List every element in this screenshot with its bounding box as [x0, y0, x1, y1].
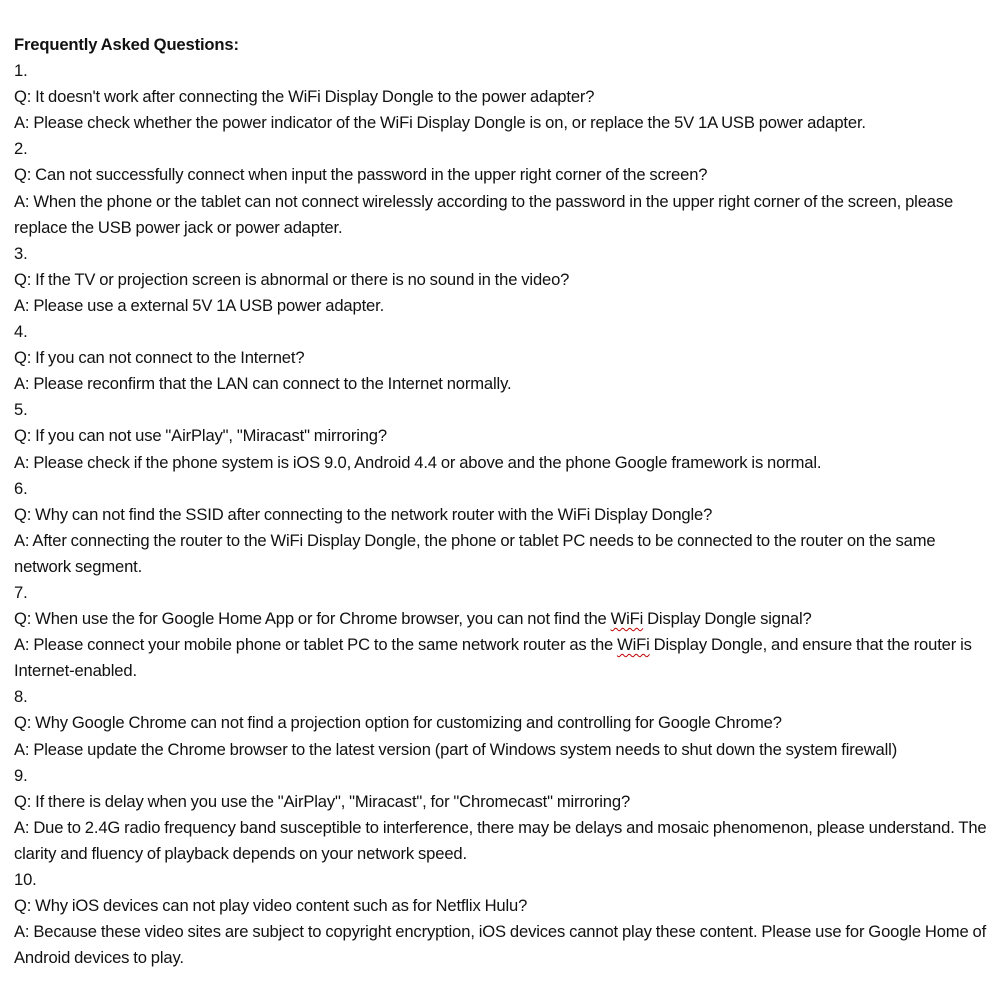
faq-question: Q: If there is delay when you use the "AirPlay", "Miracast", for "Chromecast" mirroring?: [14, 791, 631, 811]
faq-question: Q: Can not successfully connect when input the password in the upper right corner of the screen?: [14, 165, 708, 185]
faq-answer: A: When the phone or the tablet can not connect wirelessly according to the password in the upper right corner of the screen, please replace the USB power jack or power adapter.: [14, 191, 954, 237]
faq-question: [14, 606, 990, 632]
faq-number: 9.: [14, 765, 28, 785]
faq-answer: A: Please use a external 5V 1A USB power adapter.: [14, 295, 385, 315]
faq-question: Q: If you can not use "AirPlay", "Miracast" mirroring?: [14, 426, 387, 446]
faq-question: Q: If you can not connect to the Internet?: [14, 348, 305, 368]
faq-question-text: Display Dongle signal?: [643, 609, 812, 629]
faq-number: 10.: [14, 870, 37, 889]
faq-answer: A: Please reconfirm that the LAN can connect to the Internet normally.: [14, 374, 512, 394]
faq-answer: A: After connecting the router to the WiFi Display Dongle, the phone or tablet PC needs to be connected to the router on the same network segment.: [14, 530, 936, 576]
faq-question: Q: Why Google Chrome can not find a projection option for customizing and controlling for Google Chrome?: [14, 713, 782, 733]
faq-answer: [14, 632, 990, 684]
faq-question-text: Q: When use the for Google Home App or for Chrome browser, you can not find the: [14, 609, 611, 629]
faq-answer: A: Please check if the phone system is iOS 9.0, Android 4.4 or above and the phone Google framework is normal.: [14, 452, 822, 472]
faq-item-9: [14, 763, 990, 867]
faq-number: 1.: [14, 61, 28, 81]
faq-number: 7.: [14, 582, 28, 602]
faq-title: Frequently Asked Questions:: [14, 35, 239, 54]
faq-item-4: [14, 319, 990, 397]
faq-answer-text: Display Dongle, and ensure that the router is Internet-enabled.: [14, 635, 972, 681]
faq-question: Q: Why iOS devices can not play video content such as for Netflix Hulu?: [14, 896, 528, 916]
faq-number: 2.: [14, 139, 28, 159]
spellcheck-flagged-word: WiFi: [617, 635, 650, 655]
faq-number: 5.: [14, 400, 28, 420]
faq-number: 8.: [14, 687, 28, 707]
faq-item-1: [14, 58, 990, 136]
faq-item-6: [14, 476, 990, 580]
faq-number: 3.: [14, 243, 28, 263]
faq-answer-text: A: Please connect your mobile phone or tablet PC to the same network router as the: [14, 635, 618, 655]
faq-item-5: [14, 397, 990, 475]
faq-item-7: [14, 580, 990, 684]
faq-number: 4.: [14, 322, 28, 342]
faq-item-10: [14, 867, 990, 971]
faq-question: Q: Why can not find the SSID after connecting to the network router with the WiFi Display Dongle?: [14, 504, 713, 524]
faq-question: Q: It doesn't work after connecting the WiFi Display Dongle to the power adapter?: [14, 87, 595, 107]
faq-answer: A: Please update the Chrome browser to the latest version (part of Windows system needs to shut down the system firewall): [14, 739, 898, 759]
faq-answer: A: Please check whether the power indicator of the WiFi Display Dongle is on, or replace the 5V 1A USB power adapter.: [14, 113, 866, 133]
faq-section: [14, 32, 990, 971]
faq-item-2: [14, 136, 990, 240]
faq-number: 6.: [14, 478, 28, 498]
faq-answer: A: Due to 2.4G radio frequency band susceptible to interference, there may be delays and mosaic phenomenon, please understand. The clarity and fluency of playback depends on your network speed.: [14, 817, 987, 863]
spellcheck-flagged-word: WiFi: [610, 609, 644, 629]
faq-question: Q: If the TV or projection screen is abnormal or there is no sound in the video?: [14, 269, 570, 289]
faq-answer: A: Because these video sites are subject to copyright encryption, iOS devices cannot play these content. Please use for Google Home of Android devices to play.: [14, 922, 987, 968]
faq-item-3: [14, 241, 990, 319]
faq-item-8: [14, 684, 990, 762]
